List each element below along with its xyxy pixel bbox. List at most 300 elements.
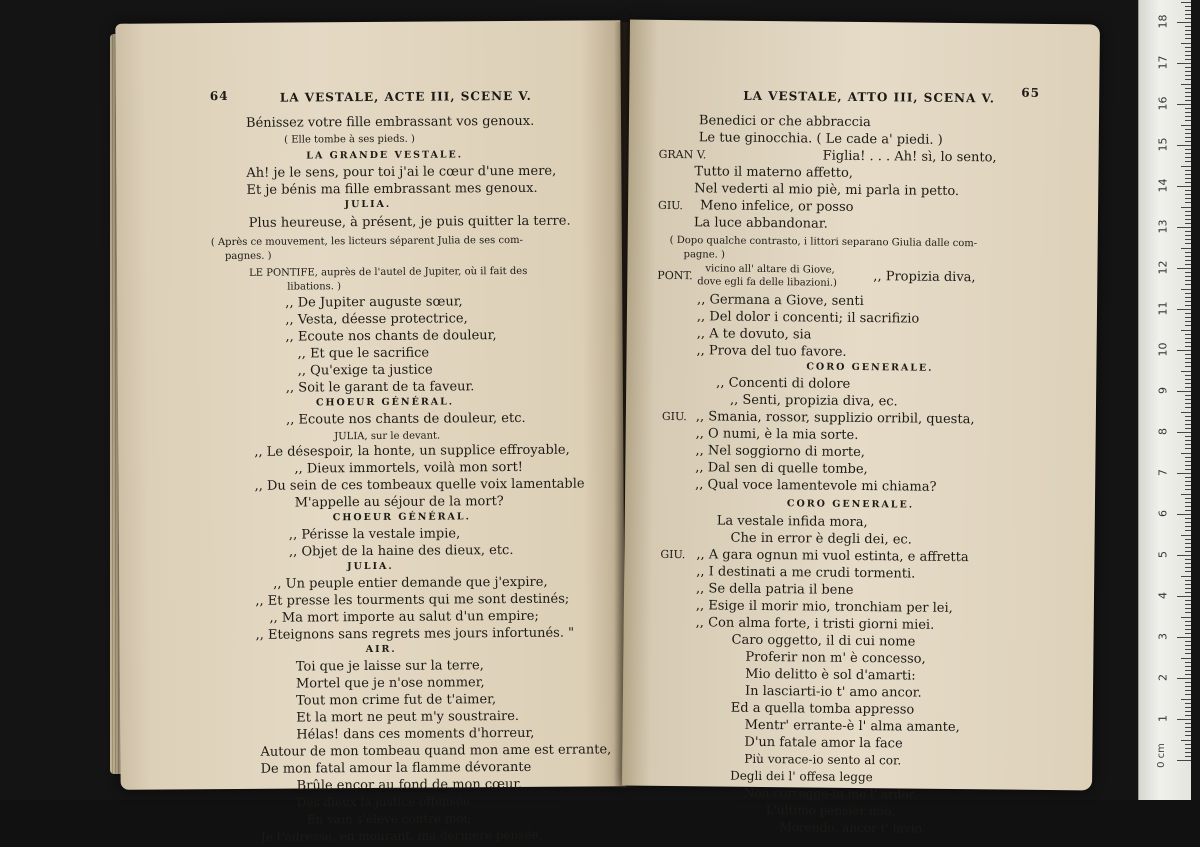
ruler-tick (1185, 756, 1191, 757)
ruler-tick (1185, 387, 1191, 388)
verse-line: ,, Du sein de ces tombeaux quelle voix lamentable (254, 476, 585, 494)
ruler-tick (1185, 325, 1191, 326)
verse-line: Le tue ginocchia. ( Le cade a' piedi. ) (698, 130, 943, 148)
speaker-heading: LA GRANDE VESTALE. (306, 149, 464, 162)
stage-direction: ( Elle tombe à ses pieds. ) (284, 133, 415, 146)
verse-line: ,, Esige il morir mio, tronchiam per lei, (695, 598, 953, 616)
ruler-tick (1185, 674, 1191, 675)
ruler-tick (1185, 190, 1191, 191)
ruler-tick (1185, 30, 1191, 31)
ruler-tick (1177, 145, 1191, 146)
ruler-tick (1185, 112, 1191, 113)
ruler-tick (1185, 744, 1191, 745)
ruler-tick (1185, 522, 1191, 523)
verse-line: ,, Objet de la haine des dieux, etc. (288, 543, 514, 560)
stage-direction: LE PONTIFE, auprès de l'autel de Jupiter, où il fait des (249, 265, 528, 279)
ruler-tick (1185, 543, 1191, 544)
ruler-tick (1177, 555, 1191, 556)
left-page (115, 20, 625, 844)
ruler-tick (1185, 338, 1191, 339)
ruler-tick (1185, 653, 1191, 654)
verse-line: ,, De Jupiter auguste sœur, (285, 294, 463, 311)
ruler-tick (1185, 539, 1191, 540)
verse-line: D'un fatale amor la face (744, 734, 903, 752)
ruler-number: 12 (1156, 260, 1170, 275)
ruler-tick (1185, 260, 1191, 261)
ruler-tick (1185, 715, 1191, 716)
ruler-tick (1177, 432, 1191, 433)
ruler-tick (1185, 116, 1191, 117)
verse-line: Morendo, ancor t' invio. (779, 820, 926, 836)
verse-line: ,, Eteignons sans regrets mes jours infortunés. " (255, 625, 575, 643)
verse-line: ,, Dal sen di quelle tombe, (695, 460, 868, 478)
ruler-tick (1185, 641, 1191, 642)
ruler-tick (1185, 465, 1191, 466)
right-page-number: 65 (1021, 85, 1041, 100)
ruler-tick (1177, 637, 1191, 638)
verse-line: Ed a quella tomba appresso (730, 700, 915, 718)
verse-line: ,, Vesta, déesse protectrice, (285, 311, 468, 328)
ruler-tick (1185, 100, 1191, 101)
verse-line: Je t'adresse, en mourant, ma derniere pensée, (260, 827, 543, 844)
ruler-tick (1185, 448, 1191, 449)
ruler-tick (1185, 731, 1191, 732)
text-line: Et je bénis ma fille embrassant mes genoux. (246, 180, 538, 198)
ruler-number: 8 (1156, 428, 1170, 435)
speaker-heading: JULIA. (344, 198, 392, 211)
ruler-tick (1185, 276, 1191, 277)
ruler-tick (1185, 457, 1191, 458)
verse-line: Toi que je laisse sur la terre, (295, 658, 484, 675)
speaker-abbrev: PONT. (657, 268, 693, 283)
verse-line: ,, Ecoute nos chants de douleur, (285, 328, 497, 345)
ruler-tick (1185, 256, 1191, 257)
ruler-tick (1185, 55, 1191, 56)
ruler-tick (1185, 67, 1191, 68)
ruler-tick (1185, 707, 1191, 708)
ruler-tick (1185, 469, 1191, 470)
measurement-ruler (1138, 0, 1191, 800)
ruler-tick (1185, 26, 1191, 27)
ruler-tick (1185, 317, 1191, 318)
ruler-tick (1185, 153, 1191, 154)
speaker-heading: JULIA, sur le devant. (334, 430, 441, 443)
speaker-heading: AIR. (365, 643, 397, 656)
verse-line: La luce abbandonar. (693, 215, 828, 232)
stage-direction: dove egli fa delle libazioni.) (697, 276, 838, 289)
verse-line: ,, Se della patria il bene (695, 581, 854, 598)
ruler-tick (1185, 334, 1191, 335)
ruler-tick (1177, 309, 1191, 310)
ruler-tick (1185, 481, 1191, 482)
ruler-tick (1185, 489, 1191, 490)
stage-direction: pagnes. ) (224, 250, 272, 263)
ruler-tick (1185, 547, 1191, 548)
ruler-tick (1185, 498, 1191, 499)
ruler-tick (1185, 662, 1191, 663)
verse-line: ,, Ecoute nos chants de douleur, etc. (286, 410, 526, 428)
ruler-tick (1185, 321, 1191, 322)
verse-line: ,, Senti, propizia diva, ec. (729, 392, 898, 410)
ruler-tick (1185, 157, 1191, 158)
verse-line: Nel vederti al mio piè, mi parla in petto. (694, 181, 960, 200)
ruler-tick (1185, 379, 1191, 380)
ruler-number: 10 (1156, 342, 1170, 357)
ruler-tick (1185, 96, 1191, 97)
verse-line: ,, Del dolor i concenti; il sacrifizio (696, 309, 920, 327)
ruler-tick (1185, 629, 1191, 630)
verse-line: Tout mon crime fut de t'aimer, (296, 692, 497, 709)
ruler-tick (1185, 485, 1191, 486)
ruler-tick (1185, 690, 1191, 691)
ruler-tick (1185, 284, 1191, 285)
verse-line: M'appelle au séjour de la mort? (294, 494, 504, 511)
verse-line: ,, Germana a Giove, senti (697, 292, 864, 310)
speaker-heading: CHOEUR GÉNÉRAL. (315, 396, 455, 409)
verse-line: Mentr' errante-è l' alma amante, (744, 717, 960, 736)
ruler-tick (1185, 51, 1191, 52)
verse-line: Figlia! . . . Ah! sì, lo sento, (822, 148, 997, 166)
verse-line: ,, Concenti di dolore (716, 375, 851, 392)
ruler-tick (1177, 678, 1191, 679)
ruler-number: 15 (1156, 137, 1170, 152)
ruler-tick (1185, 108, 1191, 109)
speaker-heading: CORO GENERALE. (806, 361, 934, 374)
ruler-tick (1185, 526, 1191, 527)
ruler-tick (1185, 178, 1191, 179)
ruler-tick (1185, 18, 1191, 19)
ruler-tick (1185, 59, 1191, 60)
verse-line: ,, Le désespoir, la honte, un supplice effroyable, (254, 442, 570, 460)
ruler-tick (1185, 34, 1191, 35)
ruler-tick (1185, 346, 1191, 347)
ruler-tick (1185, 252, 1191, 253)
ruler-tick (1181, 453, 1191, 454)
verse-line: Et la mort ne peut m'y soustraire. (296, 708, 520, 726)
ruler-tick (1185, 424, 1191, 425)
ruler-tick (1185, 711, 1191, 712)
right-running-head: LA VESTALE, ATTO III, SCENA V. (743, 88, 995, 106)
speaker-heading: CORO GENERALE. (786, 498, 915, 511)
open-book (118, 22, 1096, 844)
left-page-number: 64 (209, 88, 229, 104)
ruler-tick (1185, 645, 1191, 646)
ruler-tick (1185, 38, 1191, 39)
ruler-number: 1 (1156, 715, 1170, 722)
ruler-tick (1185, 621, 1191, 622)
ruler-number: 9 (1156, 387, 1170, 394)
ruler-tick (1181, 289, 1191, 290)
ruler-tick (1177, 104, 1191, 105)
ruler-tick (1185, 305, 1191, 306)
ruler-number: 3 (1156, 633, 1170, 640)
verse-line: ,, Un peuple entier demande que j'expire, (273, 574, 548, 592)
ruler-tick (1185, 461, 1191, 462)
ruler-tick (1185, 748, 1191, 749)
ruler-tick (1181, 248, 1191, 249)
ruler-tick (1185, 280, 1191, 281)
ruler-tick (1185, 301, 1191, 302)
ruler-tick (1185, 297, 1191, 298)
ruler-tick (1185, 342, 1191, 343)
speaker-abbrev: GIU. (661, 409, 687, 424)
ruler-tick (1177, 473, 1191, 474)
ruler-tick (1185, 416, 1191, 417)
ruler-tick (1185, 633, 1191, 634)
speaker-abbrev: GRAN V. (658, 147, 707, 162)
verse-line: ,, O numi, è la mia sorte. (695, 426, 859, 443)
ruler-tick (1185, 604, 1191, 605)
verse-line: ,, Ma mort importe au salut d'un empire; (269, 608, 539, 626)
ruler-tick (1185, 752, 1191, 753)
ruler-tick (1181, 699, 1191, 700)
ruler-tick (1181, 125, 1191, 126)
ruler-tick (1185, 383, 1191, 384)
verse-line: ,, Nel soggiorno di morte, (695, 443, 866, 461)
ruler-tick (1185, 571, 1191, 572)
ruler-tick (1185, 399, 1191, 400)
verse-line: Proferir non m' è concesso, (745, 649, 926, 667)
ruler-number: 14 (1156, 178, 1170, 193)
ruler-tick (1181, 207, 1191, 208)
ruler-number: 11 (1156, 301, 1170, 316)
text-line: Plus heureuse, à présent, je puis quitter la terre. (248, 213, 571, 231)
ruler-tick (1181, 166, 1191, 167)
ruler-tick (1181, 330, 1191, 331)
verse-line: ,, Qual voce lamentevole mi chiama? (695, 477, 937, 495)
ruler-tick (1185, 686, 1191, 687)
ruler-tick (1185, 141, 1191, 142)
ruler-tick (1185, 666, 1191, 667)
ruler-number: 6 (1156, 510, 1170, 517)
stage-direction: ( Dopo qualche contrasto, i littori separano Giulia dalle com- (669, 234, 978, 250)
ruler-tick (1185, 313, 1191, 314)
ruler-tick (1185, 600, 1191, 601)
ruler-tick (1185, 727, 1191, 728)
ruler-tick (1185, 235, 1191, 236)
ruler-tick (1181, 740, 1191, 741)
ruler-tick (1185, 215, 1191, 216)
ruler-tick (1185, 477, 1191, 478)
ruler-tick (1177, 350, 1191, 351)
ruler-tick (1177, 391, 1191, 392)
ruler-tick (1185, 219, 1191, 220)
left-running-head: LA VESTALE, ACTE III, SCENE V. (279, 88, 532, 105)
ruler-tick (1185, 14, 1191, 15)
ruler-tick (1181, 412, 1191, 413)
ruler-tick (1185, 47, 1191, 48)
ruler-tick (1185, 567, 1191, 568)
ruler-tick (1181, 494, 1191, 495)
ruler-tick (1185, 202, 1191, 203)
verse-line: Mio delitto è sol d'amarti: (745, 666, 916, 684)
verse-line: ,, Dieux immortels, voilà mon sort! (294, 459, 524, 477)
ruler-tick (1181, 535, 1191, 536)
ruler-tick (1185, 264, 1191, 265)
text-line: Ah! je le sens, pour toi j'ai le cœur d'une mere, (246, 163, 557, 181)
ruler-tick (1181, 617, 1191, 618)
ruler-tick (1185, 403, 1191, 404)
ruler-tick (1185, 293, 1191, 294)
ruler-tick (1185, 436, 1191, 437)
verse-line: Caro oggetto, il di cui nome (731, 632, 916, 650)
ruler-tick (1185, 723, 1191, 724)
ruler-tick (1185, 194, 1191, 195)
ruler-tick (1185, 735, 1191, 736)
verse-line: ,, Propizia diva, (873, 269, 976, 286)
verse-line: La vestale infida mora, (716, 513, 868, 531)
ruler-tick (1185, 420, 1191, 421)
ruler-tick (1185, 608, 1191, 609)
speaker-heading: CHOEUR GÉNÉRAL. (332, 511, 471, 524)
ruler-tick (1185, 580, 1191, 581)
ruler-tick (1177, 22, 1191, 23)
ruler-tick (1185, 75, 1191, 76)
ruler-tick (1185, 584, 1191, 585)
ruler-tick (1185, 88, 1191, 89)
verse-line: Più vorace-io sento al cor. (744, 751, 902, 768)
ruler-tick (1185, 407, 1191, 408)
stage-direction: ( Après ce mouvement, les licteurs séparent Julia de ses com- (210, 234, 524, 249)
ruler-tick (1185, 682, 1191, 683)
ruler-number: 16 (1156, 96, 1170, 111)
verse-line: ,, I destinati a me crudi tormenti. (696, 564, 916, 582)
verse-line: Non corregge-in me l' ardor. (743, 785, 917, 802)
ruler-tick (1185, 625, 1191, 626)
ruler-tick (1185, 559, 1191, 560)
ruler-tick (1185, 694, 1191, 695)
ruler-tick (1185, 92, 1191, 93)
right-page (622, 20, 1100, 836)
ruler-tick (1185, 670, 1191, 671)
ruler-tick (1185, 510, 1191, 511)
ruler-tick (1181, 371, 1191, 372)
ruler-tick (1181, 658, 1191, 659)
ruler-tick (1185, 149, 1191, 150)
ruler-tick (1185, 551, 1191, 552)
verse-line: ,, Prova del tuo favore. (696, 343, 847, 360)
ruler-tick (1185, 506, 1191, 507)
verse-line: Des dieux la justice offensée (296, 794, 471, 810)
verse-line: ,, A gara ognun mi vuol estinta, e affretta (696, 547, 969, 566)
verse-line: ,, Et presse les tourments qui me sont destinés; (255, 591, 570, 609)
ruler-tick (1185, 588, 1191, 589)
ruler-number: 5 (1156, 551, 1170, 558)
verse-line: Meno infelice, or posso (699, 198, 854, 215)
verse-line: De mon fatal amour la flamme dévorante (260, 759, 532, 777)
verse-line: ,, Soit le garant de ta faveur. (285, 379, 475, 396)
verse-line: Hélas! dans ces moments d'horreur, (296, 725, 535, 743)
ruler-tick (1185, 129, 1191, 130)
ruler-tick (1185, 243, 1191, 244)
ruler-tick (1177, 760, 1191, 761)
ruler-tick (1177, 268, 1191, 269)
ruler-tick (1181, 576, 1191, 577)
verse-line: En vain s'éleve contre moi; (306, 811, 472, 827)
verse-line: Tutto il materno affetto, (694, 164, 854, 181)
ruler-number: 17 (1156, 55, 1170, 70)
verse-line: In lasciarti-io t' amo ancor. (744, 683, 922, 701)
ruler-number: 7 (1156, 469, 1170, 476)
ruler-tick (1185, 161, 1191, 162)
verse-line: ,, Périsse la vestale impie, (288, 526, 461, 543)
ruler-tick (1185, 10, 1191, 11)
verse-line: Degli dei l' offesa legge (730, 768, 873, 785)
ruler-tick (1185, 592, 1191, 593)
ruler-tick (1185, 366, 1191, 367)
ruler-tick (1185, 272, 1191, 273)
text-line: Bénissez votre fille embrassant vos genoux. (245, 113, 535, 131)
ruler-tick (1177, 227, 1191, 228)
verse-line: Mortel que je n'ose nommer, (295, 675, 485, 692)
speaker-abbrev: GIU. (660, 547, 686, 562)
verse-line: Brûle encor au fond de mon cœur. (296, 776, 523, 794)
stage-direction: vicino all' altare di Giove, (705, 263, 835, 276)
ruler-tick (1185, 120, 1191, 121)
ruler-tick (1185, 649, 1191, 650)
ruler-tick (1185, 239, 1191, 240)
ruler-tick (1185, 395, 1191, 396)
ruler-number: 2 (1156, 674, 1170, 681)
ruler-tick (1185, 170, 1191, 171)
ruler-tick (1185, 211, 1191, 212)
ruler-tick (1181, 43, 1191, 44)
ruler-tick (1185, 6, 1191, 7)
ruler-tick (1185, 518, 1191, 519)
ruler-tick (1185, 174, 1191, 175)
ruler-tick (1185, 137, 1191, 138)
ruler-tick (1177, 63, 1191, 64)
ruler-tick (1185, 133, 1191, 134)
ruler-tick (1185, 354, 1191, 355)
ruler-tick (1185, 231, 1191, 232)
ruler-tick (1177, 596, 1191, 597)
ruler-tick (1181, 84, 1191, 85)
ruler-tick (1185, 362, 1191, 363)
verse-line: ,, Qu'exige ta justice (297, 362, 433, 379)
verse-line: ,, A te dovuto, sia (696, 326, 812, 343)
speaker-abbrev: GIU. (658, 198, 684, 213)
ruler-tick (1177, 514, 1191, 515)
ruler-tick (1185, 71, 1191, 72)
ruler-number: 13 (1156, 219, 1170, 234)
ruler-tick (1185, 530, 1191, 531)
ruler-tick (1177, 186, 1191, 187)
stage-direction: libations. ) (287, 281, 342, 293)
verse-line: ,, Con alma forte, i tristi giorni miei. (695, 615, 935, 633)
ruler-tick (1185, 444, 1191, 445)
speaker-heading: JULIA. (347, 560, 394, 573)
ruler-unit-label: 0 cm (1155, 743, 1167, 768)
ruler-tick (1185, 563, 1191, 564)
ruler-tick (1185, 79, 1191, 80)
ruler-number: 4 (1156, 592, 1170, 599)
ruler-tick (1185, 223, 1191, 224)
verse-line: Autour de mon tombeau quand mon ame est errante, (260, 742, 612, 760)
ruler-tick (1185, 440, 1191, 441)
ruler-tick (1185, 182, 1191, 183)
ruler-tick (1185, 502, 1191, 503)
ruler-tick (1185, 428, 1191, 429)
verse-line: Benedici or che abbraccia (698, 113, 871, 131)
ruler-tick (1177, 719, 1191, 720)
stage-direction: pagne. ) (683, 249, 726, 261)
verse-line: L'ultimo pensier mio, (765, 803, 896, 819)
ruler-tick (1185, 612, 1191, 613)
verse-line: ,, Smania, rossor, supplizio orribil, questa, (695, 409, 975, 428)
ruler-tick (1185, 703, 1191, 704)
ruler-number: 18 (1156, 14, 1170, 29)
